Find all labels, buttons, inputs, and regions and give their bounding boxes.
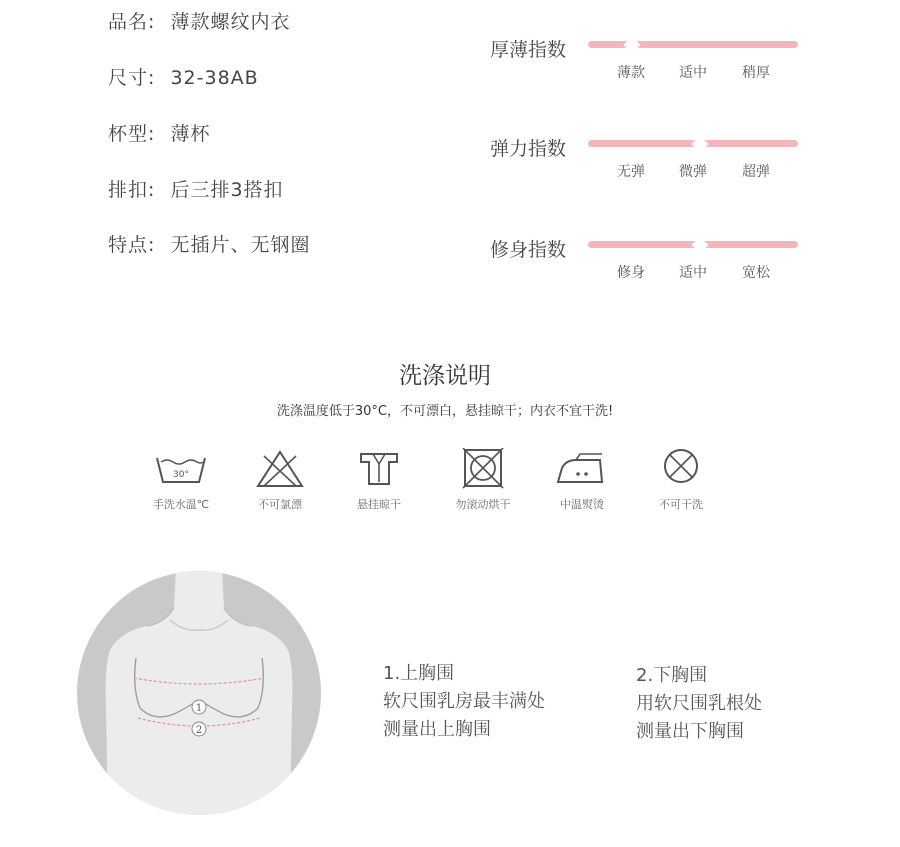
care-label: 不可氯漂 — [258, 498, 302, 511]
spec-value: 薄杯 — [170, 123, 211, 145]
spec-size — [108, 63, 259, 90]
care-no-dry-clean — [636, 448, 726, 512]
care-label: 手洗水温℃ — [152, 498, 210, 511]
measure-line: 软尺围乳房最丰满处 — [383, 691, 545, 712]
measure-line: 测量出下胸围 — [636, 721, 744, 742]
measure-title: 1.上胸围 — [383, 663, 455, 684]
index-title: 弹力指数 — [490, 138, 567, 160]
spec-value: 薄款螺纹内衣 — [170, 11, 291, 33]
measure-under-bust — [636, 662, 762, 746]
no-tumble-dry-icon — [453, 448, 513, 490]
marker-under-bust-label: 2 — [195, 725, 203, 736]
spec-label: 品名: — [108, 11, 156, 33]
index-tick: 无弹 — [617, 164, 645, 180]
medium-iron-icon — [552, 448, 612, 490]
care-label: 悬挂晾干 — [357, 498, 401, 511]
index-marker — [692, 136, 709, 153]
care-no-tumble-dry — [438, 448, 528, 512]
marker-upper-bust-label: 1 — [195, 703, 203, 714]
spec-value: 无插片、无钢圈 — [170, 234, 311, 256]
index-tick: 薄款 — [617, 65, 645, 81]
care-hand-wash — [136, 448, 226, 512]
measure-upper-bust — [383, 660, 545, 744]
washing-note: 洗涤温度低于30°C，不可漂白，悬挂晾干；内衣不宜干洗! — [276, 404, 614, 419]
index-tick: 微弹 — [679, 164, 707, 180]
care-label: 不可干洗 — [659, 498, 703, 511]
hang-dry-icon — [349, 448, 409, 490]
care-hang-dry — [334, 448, 424, 512]
index-tick: 宽松 — [742, 265, 770, 281]
index-tick: 适中 — [679, 65, 707, 81]
index-title: 厚薄指数 — [490, 39, 567, 61]
spec-features — [108, 230, 310, 257]
wash-temp-badge: 30° — [173, 470, 189, 480]
care-label: 中温熨烫 — [560, 498, 604, 511]
spec-label: 排扣: — [108, 179, 156, 201]
care-no-bleach — [235, 448, 325, 512]
measure-title: 2.下胸围 — [636, 665, 708, 686]
index-marker — [624, 37, 641, 54]
spec-product-name — [108, 7, 290, 34]
index-tick: 稍厚 — [742, 65, 770, 81]
care-medium-iron — [537, 448, 627, 512]
spec-value: 32-38AB — [170, 67, 259, 89]
index-bar — [588, 41, 798, 48]
spec-label: 尺寸: — [108, 67, 156, 89]
body-measurement-figure — [74, 568, 324, 818]
spec-value: 后三排3搭扣 — [170, 179, 284, 201]
measure-line: 用软尺围乳根处 — [636, 693, 762, 714]
spec-label: 特点: — [108, 234, 156, 256]
index-tick: 适中 — [679, 265, 707, 281]
index-tick: 修身 — [617, 265, 645, 281]
index-marker — [692, 237, 709, 254]
index-tick: 超弹 — [742, 164, 770, 180]
spec-cup — [108, 119, 210, 146]
hand-wash-tub-icon — [151, 448, 211, 490]
spec-label: 杯型: — [108, 123, 156, 145]
washing-title: 洗涤说明 — [399, 363, 491, 389]
measure-line: 测量出上胸围 — [383, 719, 491, 740]
spec-clasp — [108, 175, 284, 202]
care-label: 勿滚动烘干 — [455, 498, 511, 511]
no-dry-clean-icon — [651, 448, 711, 490]
index-title: 修身指数 — [490, 239, 567, 261]
no-bleach-icon — [250, 448, 310, 490]
